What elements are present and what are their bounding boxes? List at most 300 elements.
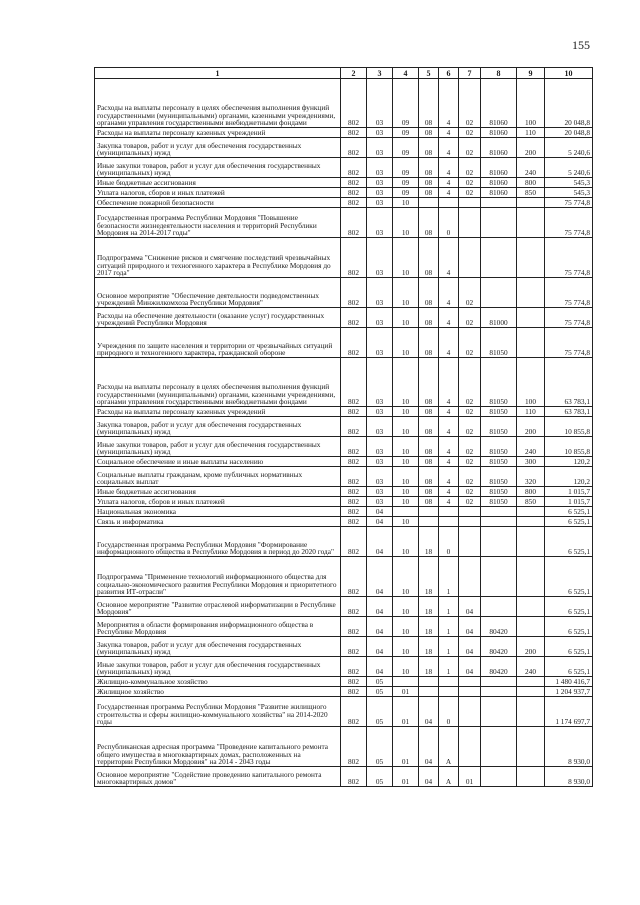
row-value-cell (459, 198, 481, 208)
row-name-cell: Подпрограмма "Применение технологий информационного общества для социально-экономического развития Республики Мордовия и приоритетного развития ИТ-отрасли" (95, 557, 341, 597)
row-value-cell: 03 (367, 278, 393, 308)
row-value-cell: 802 (341, 487, 367, 497)
row-value-cell: 08 (419, 278, 439, 308)
row-value-cell: 5 240,6 (545, 158, 593, 178)
row-value-cell: 01 (393, 697, 419, 727)
row-value-cell: 1 (439, 657, 459, 677)
table-row (95, 597, 593, 617)
row-value-cell: 6 525,1 (545, 657, 593, 677)
row-value-cell: 04 (367, 507, 393, 517)
row-value-cell (517, 198, 545, 208)
row-value-cell (459, 527, 481, 557)
table-row (95, 457, 593, 467)
row-value-cell: 320 (517, 467, 545, 487)
row-value-cell: 802 (341, 188, 367, 198)
row-value-cell: 75 774,8 (545, 238, 593, 278)
row-name-cell: Расходы на выплаты персоналу в целях обеспечения выполнения функций государственными (муниципальными) органами, казенными учреждениями, органами управления государственными внебюджетными фондами (95, 79, 341, 128)
row-value-cell: 81050 (481, 328, 517, 358)
row-value-cell: 03 (367, 497, 393, 507)
column-header: 9 (517, 68, 545, 79)
row-value-cell: 8 930,0 (545, 727, 593, 767)
row-value-cell: 01 (393, 727, 419, 767)
row-value-cell: 10 (393, 407, 419, 417)
row-value-cell (481, 278, 517, 308)
row-value-cell: 18 (419, 557, 439, 597)
table-row (95, 188, 593, 198)
table-row (95, 278, 593, 308)
row-value-cell: 01 (459, 767, 481, 787)
row-name-cell: Подпрограмма "Снижение рисков и смягчение последствий чрезвычайных ситуаций природного и техногенного характера в Республике Мордовия до 2017 года" (95, 238, 341, 278)
row-value-cell (517, 517, 545, 527)
row-value-cell (393, 507, 419, 517)
row-value-cell: 802 (341, 328, 367, 358)
table-row (95, 767, 593, 787)
row-value-cell: 802 (341, 727, 367, 767)
row-value-cell: 802 (341, 687, 367, 697)
table-row (95, 308, 593, 328)
row-name-cell: Жилищно-коммунальное хозяйство (95, 677, 341, 687)
row-value-cell: 802 (341, 407, 367, 417)
row-value-cell: 802 (341, 128, 367, 138)
row-value-cell: 03 (367, 437, 393, 457)
row-value-cell: 4 (439, 308, 459, 328)
row-value-cell: 81050 (481, 437, 517, 457)
row-value-cell (517, 527, 545, 557)
row-value-cell: 03 (367, 407, 393, 417)
row-value-cell: 04 (459, 597, 481, 617)
row-value-cell (517, 597, 545, 617)
row-value-cell: 100 (517, 358, 545, 407)
row-name-cell: Уплата налогов, сборов и иных платежей (95, 497, 341, 507)
row-value-cell: 81000 (481, 308, 517, 328)
row-value-cell: 08 (419, 358, 439, 407)
row-value-cell: 802 (341, 457, 367, 467)
row-value-cell: 02 (459, 308, 481, 328)
row-value-cell: 80420 (481, 657, 517, 677)
row-value-cell: 10 (393, 517, 419, 527)
row-value-cell: 4 (439, 138, 459, 158)
row-value-cell (517, 328, 545, 358)
row-name-cell: Основное мероприятие "Содействие проведению капитального ремонта многоквартирных домов" (95, 767, 341, 787)
budget-table (94, 67, 593, 787)
header-row (95, 68, 593, 79)
row-value-cell: 05 (367, 697, 393, 727)
row-value-cell: 02 (459, 128, 481, 138)
row-value-cell (393, 677, 419, 687)
row-value-cell: 04 (367, 517, 393, 527)
table-row (95, 138, 593, 158)
row-value-cell: 04 (419, 697, 439, 727)
row-value-cell: 10 (393, 617, 419, 637)
row-value-cell: 6 525,1 (545, 597, 593, 617)
row-value-cell: 75 774,8 (545, 208, 593, 238)
row-value-cell: 81050 (481, 358, 517, 407)
row-value-cell: 04 (419, 727, 439, 767)
row-value-cell (419, 677, 439, 687)
row-value-cell (439, 517, 459, 527)
row-name-cell: Иные бюджетные ассигнования (95, 178, 341, 188)
row-value-cell: 02 (459, 79, 481, 128)
row-value-cell: 03 (367, 198, 393, 208)
row-value-cell: 03 (367, 457, 393, 467)
row-value-cell: 03 (367, 178, 393, 188)
row-value-cell: 08 (419, 437, 439, 457)
row-value-cell: 04 (367, 557, 393, 597)
row-value-cell (459, 238, 481, 278)
row-name-cell: Расходы на выплаты персоналу казенных учреждений (95, 128, 341, 138)
row-name-cell: Обеспечение пожарной безопасности (95, 198, 341, 208)
row-value-cell: 10 (393, 497, 419, 507)
row-value-cell (459, 677, 481, 687)
row-value-cell: 802 (341, 517, 367, 527)
row-value-cell: 02 (459, 178, 481, 188)
row-value-cell: 10 (393, 308, 419, 328)
row-value-cell: 81050 (481, 467, 517, 487)
row-name-cell: Закупка товаров, работ и услуг для обеспечения государственных (муниципальных) нужд (95, 417, 341, 437)
row-value-cell: 81060 (481, 188, 517, 198)
column-header: 10 (545, 68, 593, 79)
row-value-cell: 81050 (481, 417, 517, 437)
row-value-cell: 4 (439, 487, 459, 497)
row-value-cell: 10 (393, 238, 419, 278)
row-value-cell: 10 (393, 557, 419, 597)
table-row (95, 128, 593, 138)
table-row (95, 527, 593, 557)
row-value-cell (481, 687, 517, 697)
row-value-cell: 04 (367, 527, 393, 557)
table-row (95, 407, 593, 417)
row-value-cell: 08 (419, 417, 439, 437)
table-row (95, 328, 593, 358)
row-value-cell: 10 (393, 208, 419, 238)
row-value-cell: 02 (459, 158, 481, 178)
row-name-cell: Связь и информатика (95, 517, 341, 527)
row-value-cell (481, 677, 517, 687)
row-value-cell: 81060 (481, 128, 517, 138)
column-header: 4 (393, 68, 419, 79)
row-value-cell (439, 198, 459, 208)
row-value-cell: 802 (341, 617, 367, 637)
row-value-cell: 05 (367, 767, 393, 787)
row-value-cell: 02 (459, 278, 481, 308)
row-value-cell: 802 (341, 507, 367, 517)
row-value-cell: 09 (393, 128, 419, 138)
row-value-cell: 10 (393, 487, 419, 497)
row-name-cell: Основное мероприятие "Развитие отраслевой информатизации в Республике Мордовия" (95, 597, 341, 617)
row-value-cell: 850 (517, 497, 545, 507)
row-value-cell: А (439, 727, 459, 767)
row-value-cell: 08 (419, 487, 439, 497)
row-value-cell (517, 617, 545, 637)
table-row (95, 178, 593, 188)
row-value-cell: 63 783,1 (545, 407, 593, 417)
row-value-cell: 02 (459, 328, 481, 358)
row-value-cell: 802 (341, 208, 367, 238)
row-value-cell: 802 (341, 677, 367, 687)
row-value-cell (419, 687, 439, 697)
table-row (95, 617, 593, 637)
row-value-cell: 802 (341, 437, 367, 457)
table-row (95, 358, 593, 407)
row-value-cell (481, 597, 517, 617)
row-name-cell: Основное мероприятие "Обеспечение деятельности подведомственных учреждений Минжилкомхоза Республики Мордовия" (95, 278, 341, 308)
row-value-cell: 10 (393, 437, 419, 457)
row-value-cell: 4 (439, 128, 459, 138)
row-value-cell: 802 (341, 158, 367, 178)
row-value-cell: 802 (341, 417, 367, 437)
row-name-cell: Мероприятия в области формирования информационного общества в Республике Мордовия (95, 617, 341, 637)
row-name-cell: Иные закупки товаров, работ и услуг для обеспечения государственных (муниципальных) нужд (95, 158, 341, 178)
row-value-cell: 1 (439, 557, 459, 597)
table-row (95, 517, 593, 527)
row-value-cell: 800 (517, 487, 545, 497)
row-name-cell: Уплата налогов, сборов и иных платежей (95, 188, 341, 198)
row-value-cell: 4 (439, 188, 459, 198)
row-value-cell: 05 (367, 727, 393, 767)
table-row (95, 198, 593, 208)
row-value-cell: 802 (341, 767, 367, 787)
row-value-cell: 08 (419, 138, 439, 158)
row-value-cell: 802 (341, 467, 367, 487)
page-number: 155 (572, 38, 590, 52)
table-body (95, 79, 593, 787)
row-value-cell (439, 687, 459, 697)
row-value-cell (517, 677, 545, 687)
row-value-cell (481, 198, 517, 208)
row-value-cell: 04 (419, 767, 439, 787)
row-value-cell: 802 (341, 497, 367, 507)
row-value-cell: 10 (393, 637, 419, 657)
row-value-cell: 1 (439, 637, 459, 657)
row-value-cell: 240 (517, 657, 545, 677)
row-value-cell: 120,2 (545, 467, 593, 487)
row-value-cell: 18 (419, 597, 439, 617)
row-value-cell: 02 (459, 188, 481, 198)
row-value-cell: 300 (517, 457, 545, 467)
table-row (95, 637, 593, 657)
row-value-cell: 81050 (481, 407, 517, 417)
row-value-cell: 02 (459, 358, 481, 407)
table-row (95, 497, 593, 507)
row-value-cell: 63 783,1 (545, 358, 593, 407)
row-value-cell: 04 (367, 637, 393, 657)
table-row (95, 687, 593, 697)
row-value-cell: 03 (367, 308, 393, 328)
row-value-cell: 04 (367, 597, 393, 617)
row-value-cell: 800 (517, 178, 545, 188)
row-value-cell: 0 (439, 697, 459, 727)
row-value-cell (481, 238, 517, 278)
table-row (95, 417, 593, 437)
column-header: 2 (341, 68, 367, 79)
row-value-cell (459, 557, 481, 597)
row-value-cell: 200 (517, 138, 545, 158)
row-value-cell: 545,3 (545, 188, 593, 198)
table-row (95, 727, 593, 767)
row-value-cell: 75 774,8 (545, 278, 593, 308)
row-value-cell: 02 (459, 467, 481, 487)
row-value-cell (517, 278, 545, 308)
row-name-cell: Социальное обеспечение и иные выплаты населению (95, 457, 341, 467)
row-value-cell (419, 507, 439, 517)
row-value-cell: 03 (367, 328, 393, 358)
row-value-cell (517, 697, 545, 727)
row-value-cell (517, 208, 545, 238)
row-value-cell (517, 767, 545, 787)
row-value-cell: 200 (517, 637, 545, 657)
row-value-cell: 18 (419, 527, 439, 557)
row-value-cell: 1 (439, 597, 459, 617)
row-value-cell: 8 930,0 (545, 767, 593, 787)
row-value-cell: 1 480 416,7 (545, 677, 593, 687)
row-value-cell: 08 (419, 128, 439, 138)
row-value-cell: 20 048,8 (545, 79, 593, 128)
row-value-cell: 03 (367, 487, 393, 497)
row-value-cell (459, 208, 481, 238)
row-name-cell: Закупка товаров, работ и услуг для обеспечения государственных (муниципальных) нужд (95, 138, 341, 158)
row-value-cell: 100 (517, 79, 545, 128)
row-value-cell: 10 855,8 (545, 417, 593, 437)
row-value-cell: 09 (393, 79, 419, 128)
row-value-cell (481, 208, 517, 238)
row-value-cell: 6 525,1 (545, 637, 593, 657)
row-value-cell: 04 (459, 637, 481, 657)
table-row (95, 437, 593, 457)
row-value-cell: 802 (341, 657, 367, 677)
row-value-cell: 02 (459, 437, 481, 457)
row-value-cell: 1 204 937,7 (545, 687, 593, 697)
row-value-cell (517, 308, 545, 328)
row-value-cell: 02 (459, 138, 481, 158)
row-value-cell: 850 (517, 188, 545, 198)
table-row (95, 208, 593, 238)
row-value-cell: 10 (393, 457, 419, 467)
row-value-cell: 1 174 697,7 (545, 697, 593, 727)
row-value-cell: 240 (517, 158, 545, 178)
row-value-cell: 1 015,7 (545, 497, 593, 507)
row-value-cell: 02 (459, 457, 481, 467)
row-value-cell: 81060 (481, 79, 517, 128)
row-value-cell: 6 525,1 (545, 557, 593, 597)
row-value-cell: 08 (419, 188, 439, 198)
row-name-cell: Республиканская адресная программа "Проведение капитального ремонта общего имущества в многоквартирных домах, расположенных на территории Республики Мордовия" на 2014 - 2043 годы (95, 727, 341, 767)
row-value-cell (459, 697, 481, 727)
row-value-cell: 09 (393, 138, 419, 158)
row-value-cell: 10 (393, 278, 419, 308)
row-value-cell: 81060 (481, 138, 517, 158)
row-value-cell: 545,3 (545, 178, 593, 188)
row-value-cell: 04 (459, 617, 481, 637)
row-value-cell: 802 (341, 557, 367, 597)
row-value-cell: 81050 (481, 457, 517, 467)
row-value-cell (459, 727, 481, 767)
row-value-cell: 20 048,8 (545, 128, 593, 138)
row-value-cell (517, 238, 545, 278)
table-row (95, 487, 593, 497)
row-value-cell: 08 (419, 497, 439, 507)
row-value-cell (459, 687, 481, 697)
row-name-cell: Иные закупки товаров, работ и услуг для обеспечения государственных (муниципальных) нужд (95, 657, 341, 677)
row-value-cell: 18 (419, 657, 439, 677)
row-value-cell: 02 (459, 497, 481, 507)
table-row (95, 697, 593, 727)
row-value-cell (481, 697, 517, 727)
row-value-cell: 1 015,7 (545, 487, 593, 497)
row-value-cell: 75 774,8 (545, 198, 593, 208)
row-value-cell: 03 (367, 208, 393, 238)
row-value-cell: 18 (419, 617, 439, 637)
row-value-cell: 08 (419, 407, 439, 417)
row-value-cell: 81050 (481, 497, 517, 507)
row-name-cell: Национальная экономика (95, 507, 341, 517)
row-value-cell (481, 527, 517, 557)
row-value-cell: 04 (459, 657, 481, 677)
row-value-cell: 10 (393, 328, 419, 358)
row-value-cell: 02 (459, 487, 481, 497)
row-value-cell: 0 (439, 208, 459, 238)
row-value-cell: 802 (341, 358, 367, 407)
column-header: 6 (439, 68, 459, 79)
row-value-cell: 04 (367, 617, 393, 637)
row-value-cell (517, 507, 545, 517)
row-value-cell: 05 (367, 677, 393, 687)
row-value-cell: 4 (439, 467, 459, 487)
row-value-cell: 03 (367, 79, 393, 128)
row-name-cell: Социальные выплаты гражданам, кроме публичных нормативных социальных выплат (95, 467, 341, 487)
table-row (95, 79, 593, 128)
row-value-cell: 03 (367, 417, 393, 437)
row-value-cell: 110 (517, 128, 545, 138)
row-value-cell: 6 525,1 (545, 617, 593, 637)
row-value-cell: 802 (341, 697, 367, 727)
row-value-cell: 03 (367, 158, 393, 178)
row-value-cell: 4 (439, 358, 459, 407)
column-header: 7 (459, 68, 481, 79)
row-value-cell: 6 525,1 (545, 527, 593, 557)
table-row (95, 507, 593, 517)
row-value-cell: 4 (439, 238, 459, 278)
row-value-cell: 802 (341, 278, 367, 308)
table-row (95, 238, 593, 278)
row-value-cell: 08 (419, 308, 439, 328)
row-value-cell: 1 (439, 617, 459, 637)
row-value-cell: 10 (393, 467, 419, 487)
row-name-cell: Учреждения по защите населения и территории от чрезвычайных ситуаций природного и техногенного характера, гражданской обороне (95, 328, 341, 358)
table-row (95, 677, 593, 687)
row-value-cell: 6 525,1 (545, 517, 593, 527)
row-value-cell (419, 517, 439, 527)
column-header: 5 (419, 68, 439, 79)
row-value-cell: 4 (439, 278, 459, 308)
row-value-cell: 802 (341, 238, 367, 278)
row-value-cell: 10 (393, 417, 419, 437)
row-value-cell (481, 517, 517, 527)
row-value-cell (481, 727, 517, 767)
row-value-cell: 4 (439, 158, 459, 178)
row-value-cell (439, 677, 459, 687)
row-value-cell: 08 (419, 208, 439, 238)
row-value-cell: 75 774,8 (545, 308, 593, 328)
row-value-cell: 80420 (481, 617, 517, 637)
row-value-cell (517, 727, 545, 767)
row-value-cell (439, 507, 459, 517)
row-value-cell: 120,2 (545, 457, 593, 467)
row-value-cell: 08 (419, 328, 439, 358)
row-name-cell: Расходы на обеспечение деятельности (оказание услуг) государственных учреждений Республики Мордовия (95, 308, 341, 328)
row-value-cell: 240 (517, 437, 545, 457)
row-value-cell: 08 (419, 467, 439, 487)
row-value-cell: 802 (341, 527, 367, 557)
